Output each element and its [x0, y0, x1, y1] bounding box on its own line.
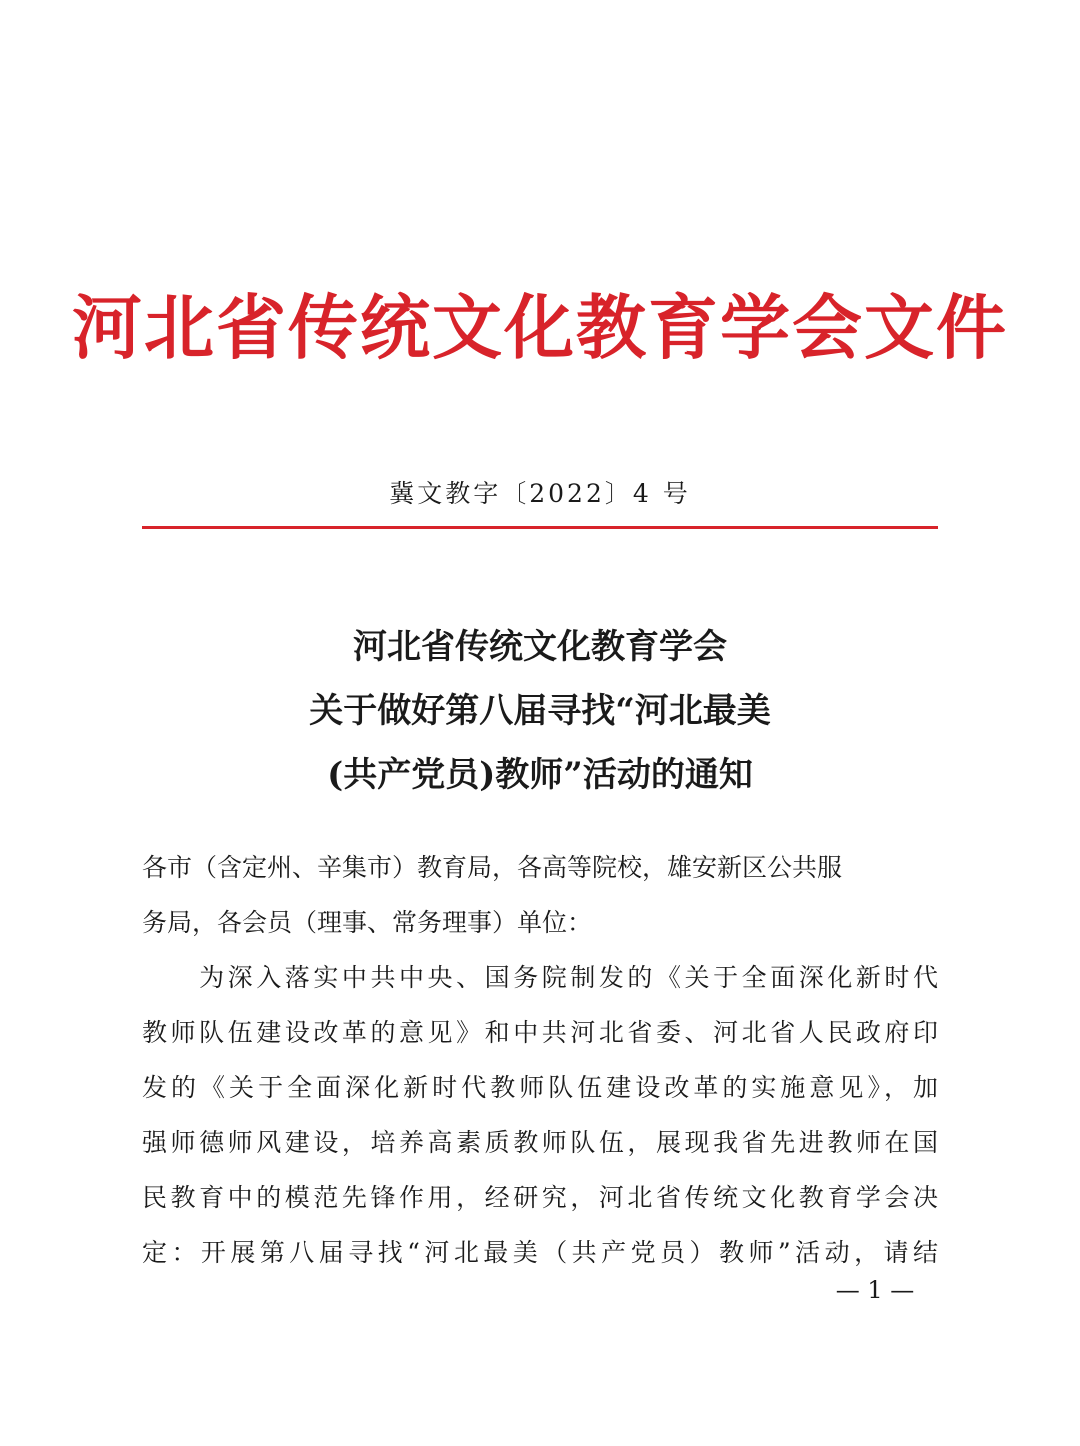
notice-body: [142, 840, 938, 1280]
page-number: — 1 —: [835, 1276, 915, 1304]
body-line: 发的《关于全面深化新时代教师队伍建设改革的实施意见》，加: [142, 1073, 938, 1102]
body-line: 为深入落实中共中央、国务院制发的《关于全面深化新时代: [142, 963, 938, 992]
body-line: 强师德师风建设，培养高素质教师队伍，展现我省先进教师在国: [142, 1128, 938, 1157]
notice-title-line-3: (共产党员)教师”活动的通知: [327, 755, 753, 795]
body-line: 教师队伍建设改革的意见》和中共河北省委、河北省人民政府印: [142, 1018, 938, 1047]
red-divider-line: [142, 526, 938, 529]
body-line: 务局，各会员（理事、常务理事）单位：: [142, 908, 593, 937]
body-line: 各市（含定州、辛集市）教育局，各高等院校，雄安新区公共服: [142, 853, 843, 882]
notice-title-line-1: 河北省传统文化教育学会: [353, 627, 727, 667]
notice-title-line-2: 关于做好第八届寻找“河北最美: [309, 691, 771, 731]
body-line: 定：开展第八届寻找“河北最美（共产党员）教师”活动，请结: [142, 1238, 938, 1267]
document-number: 冀文教字〔2022〕4 号: [389, 479, 691, 508]
masthead-title: 河北省传统文化教育学会文件: [72, 286, 1008, 369]
body-line: 民教育中的模范先锋作用，经研究，河北省传统文化教育学会决: [142, 1183, 938, 1212]
notice-title: [0, 615, 1080, 807]
